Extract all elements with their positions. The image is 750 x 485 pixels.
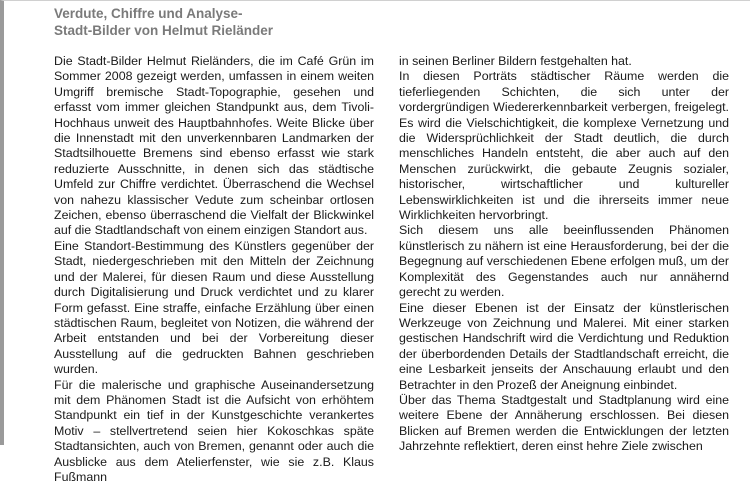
paragraph: in seinen Berliner Bildern festgehalten hat.	[399, 54, 632, 68]
paragraph: Eine dieser Ebenen ist der Einsatz der künstlerischen Werkzeuge von Zeichnung und Malerei. Mit einer starken gestischen Handschrift wird die Verdichtung und Reduktion der überbordenden Details der Stadtlandschaft erreicht, die eine Lesbarkeit jenseits der Anschauung erlaubt und den Betrachter in den Prozeß der Aneignung einbindet.	[399, 300, 729, 392]
heading-line-1: Verdute, Chiffre und Analyse-	[54, 6, 243, 21]
paragraph: Sich diesem uns alle beeinflussenden Phänomen künstlerisch zu nähern ist eine Herausforderung, bei der die Begegnung auf verschiedenen Ebene erfolgen muß, um der Komplexität des Gegenstandes auch nur annähernd gerecht zu werden.	[399, 223, 729, 300]
paragraph: Die Stadt-Bilder Helmut Rieländers, die im Café Grün im Sommer 2008 gezeigt werden, umfassen in einem weiten Umgriff bremische Stadt-Topographie, gesehen und erfasst vom immer gleichen Standpunkt aus, dem Tivoli-Hochhaus unweit des Hauptbahnhofes. Weite Blicke über die Innenstadt mit den unverkennbaren Landmarken der Stadtsilhouette Bremens sind ebenso erfasst wie stark reduzierte Ausschnitte, in denen sich das städtische Umfeld zur Chiffre verdichtet. Überraschend die Wechsel von nahezu klassischer Vedute zum scheinbar ortlosen Zeichen, ebenso überraschend die Vielfalt der Blickwinkel auf die Stadtlandschaft von einem einzigen Standort aus.	[54, 54, 374, 238]
paragraph: Eine Standort-Bestimmung des Künstlers gegenüber der Stadt, niedergeschrieben mit den Mitteln der Zeichnung und der Malerei, für diesen Raum und diese Ausstellung durch Digitalisierung und Druck verdichtet und zu klarer Form gefasst. Eine straffe, einfache Erzählung über einen städtischen Raum, begleitet von Notizen, die während der Arbeit entstanden und bei der Vorbereitung dieser Ausstellung auf die gedruckten Bahnen geschrieben wurden.	[54, 238, 374, 377]
paragraph: In diesen Porträts städtischer Räume werden die tieferliegenden Schichten, die sich unter der vordergründigen Wiedererkennbarkeit verbergen, freigelegt. Es wird die Vielschichtigkeit, die komplexe Vernetzung und die Widersprüchlichkeit der Stadt deutlich, die durch menschliches Handeln entsteht, die aber auch auf den Menschen zurückwirkt, die gebaute Zeugnis sozialer, historischer, wirtschaftlicher und kultureller Lebenswirklichkeiten ist und die ihrerseits immer neue Wirklichkeiten hervorbringt.	[399, 69, 729, 223]
paragraph: Über das Thema Stadtgestalt und Stadtplanung wird eine weitere Ebene der Annäherung erschlossen. Bei diesen Blicken auf Bremen werden die Entwicklungen der letzten Jahrzehnte reflektiert, deren einst hehre Ziele zwischen	[399, 392, 729, 454]
paragraph: Für die malerische und graphische Auseinandersetzung mit dem Phänomen Stadt ist die Aufsicht von erhöhtem Standpunkt ein tief in der Kunstgeschichte verankertes Motiv – stellvertretend seien hier Kokoschkas späte Stadtansichten, auch von Bremen, genannt oder auch die Ausblicke aus dem Atelierfenster, wie sie z.B. Klaus Fußmann	[54, 377, 374, 484]
right-column	[399, 54, 729, 455]
left-column	[54, 54, 374, 485]
heading-line-2: Stadt-Bilder von Helmut Rieländer	[54, 23, 274, 38]
article-heading	[54, 5, 273, 39]
